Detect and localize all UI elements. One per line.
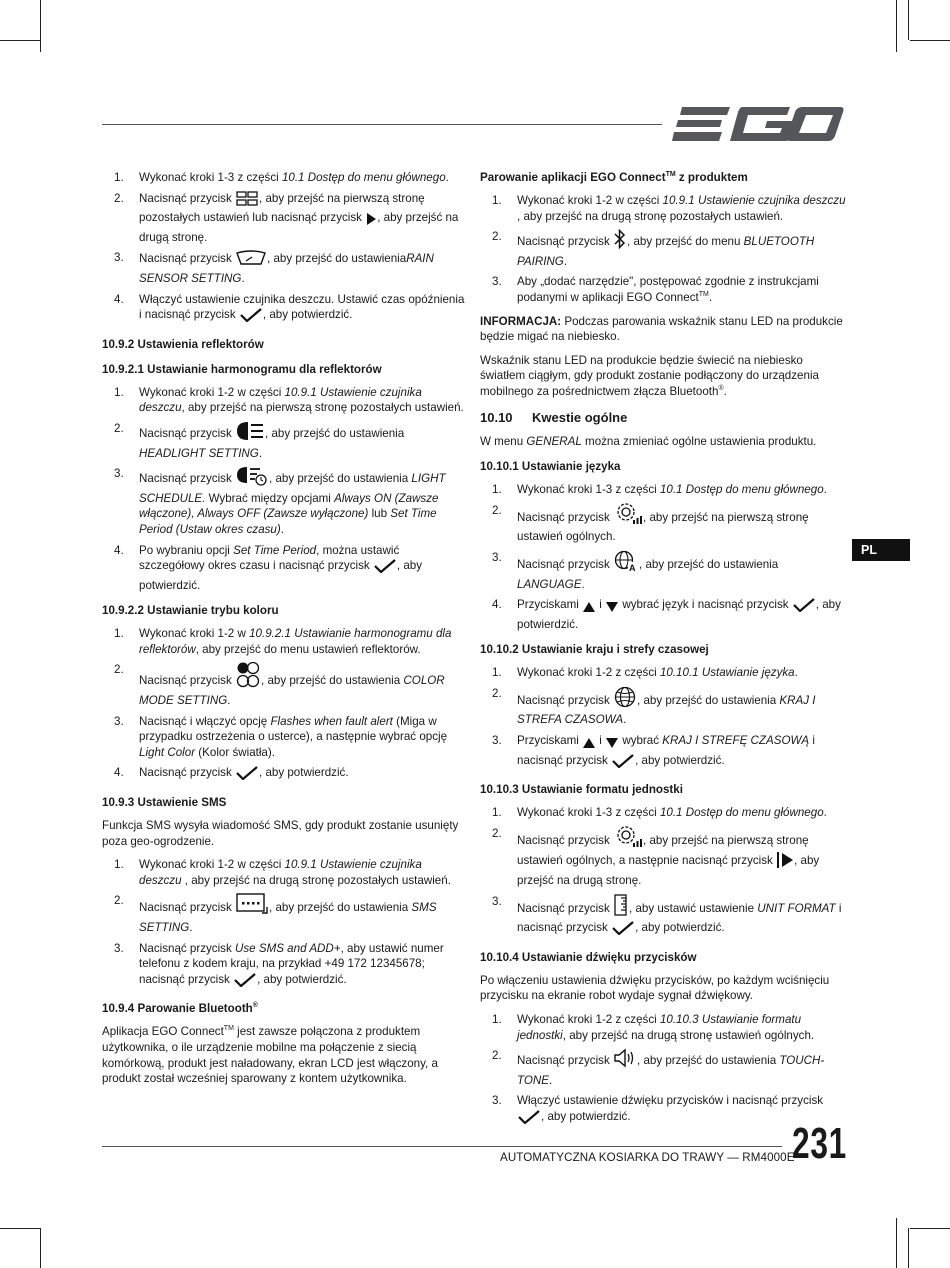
text-segment: Nacisnąć przycisk xyxy=(517,1054,613,1068)
list-item xyxy=(102,170,466,186)
text-segment: i xyxy=(596,598,606,612)
text-segment: , aby potwierdzić. xyxy=(541,1109,631,1123)
text-segment: Nacisnąć i włączyć opcję xyxy=(139,714,271,728)
check-icon xyxy=(612,921,634,940)
grid-icon xyxy=(236,191,258,211)
list-item xyxy=(102,543,466,594)
check-icon xyxy=(612,754,634,773)
steps-list-10-9-2-1 xyxy=(102,385,466,594)
step-number: 2. xyxy=(114,421,124,435)
section-heading-10-10-3: 10.10.3 Ustawianie formatu jednostki xyxy=(480,783,683,797)
text-segment: Wykonać kroki 1-2 z części xyxy=(517,1013,660,1026)
rain-sensor-icon xyxy=(236,250,266,271)
text-segment: , aby przejść na pierwszą stronę ustawień ogólnych. xyxy=(517,510,809,544)
text-segment: Po wybraniu opcji xyxy=(139,543,234,557)
crop-mark xyxy=(896,1218,897,1268)
brand-logo xyxy=(672,104,844,144)
list-item xyxy=(480,805,846,821)
intro-list xyxy=(102,170,466,327)
list-item xyxy=(480,193,846,224)
check-icon xyxy=(793,598,815,617)
text-segment: , aby przejść na pierwszą stronę pozostałych ustawień lub nacisnąć przycisk xyxy=(139,191,425,225)
step-number: 1. xyxy=(114,627,124,641)
text-segment: Wykonać kroki 1-2 w xyxy=(139,627,250,641)
speaker-icon xyxy=(614,1048,636,1073)
list-item xyxy=(102,765,466,785)
text-segment: wybrać xyxy=(619,734,663,748)
text-segment: . xyxy=(623,713,627,727)
step-number: 1. xyxy=(492,806,502,820)
text-segment: Nacisnąć przycisk xyxy=(139,191,235,205)
text-segment: Nacisnąć przycisk xyxy=(517,235,613,249)
general-settings-icon xyxy=(614,503,642,530)
list-item xyxy=(480,686,846,728)
text-segment: . xyxy=(258,446,263,460)
section-heading-10-9-4 xyxy=(102,1001,466,1016)
step-number: 4. xyxy=(114,766,124,780)
steps-list-10-9-2-2 xyxy=(102,626,466,785)
steps-list-10-10-1 xyxy=(480,482,846,632)
text-segment: Przyciskami xyxy=(517,734,583,748)
check-icon xyxy=(234,973,256,992)
step-number: 2. xyxy=(492,686,502,700)
step-number: 3. xyxy=(492,1094,502,1108)
step-number: 1. xyxy=(492,483,502,497)
info-text: Podczas parowania wskaźnik stanu LED na produkcie będzie migać na niebiesko. xyxy=(480,314,843,344)
steps-list-pairing xyxy=(480,193,846,306)
step-number: 1. xyxy=(114,858,124,872)
text-segment: , aby przejść do ustawienia xyxy=(267,252,407,266)
page-number: 231 xyxy=(792,1119,848,1168)
steps-list-10-9-3 xyxy=(102,857,466,991)
list-item xyxy=(480,482,846,498)
step-number: 2. xyxy=(492,503,502,517)
text-segment: lub xyxy=(368,507,391,521)
text-segment: , aby przejść do ustawienia xyxy=(637,693,780,707)
text-segment: Włączyć ustawienie czujnika deszczu. Ustawić czas opóźnienia i nacisnąć przycisk xyxy=(139,292,465,322)
step-number: 2. xyxy=(114,894,124,908)
trademark: TM xyxy=(223,1025,234,1033)
text-segment: Włączyć ustawienie dźwięku przycisków i nacisnąć przycisk xyxy=(517,1094,824,1108)
text-segment: . xyxy=(241,271,245,285)
step-number: 4. xyxy=(114,543,124,557)
text-segment: , aby przejść do menu ustawień reflektorów. xyxy=(195,642,421,656)
text-segment: Wykonać kroki 1-3 z części xyxy=(517,806,660,820)
bluetooth-icon xyxy=(614,229,626,254)
step-number: 3. xyxy=(114,251,124,265)
crop-mark xyxy=(40,1228,41,1268)
text-segment: , aby przejść do ustawienia xyxy=(639,557,779,571)
language-icon xyxy=(614,550,638,577)
step-number: 3. xyxy=(492,734,502,748)
step-number: 4. xyxy=(492,598,502,612)
check-icon xyxy=(236,766,258,785)
sms-icon xyxy=(236,893,268,920)
text-segment: jest zawsze połączona z produktem użytkownika, o ile urządzenie mobilne ma połączenie z siecią komórkową, produkt jest naładowany, ekran LCD jest włączony, a produkt został wcześniej sparowany z kontem użytkownika. xyxy=(102,1025,438,1086)
text-segment: można zmieniać ogólne ustawienia produktu. xyxy=(581,434,817,448)
text-segment: , aby przejść na drugą stronę. xyxy=(517,854,820,888)
section-heading-10-10 xyxy=(480,410,846,426)
crop-mark xyxy=(0,1228,40,1229)
text-segment: , aby przejść na pierwszą stronę ustawień ogólnych, a następnie nacisnąć przycisk xyxy=(517,833,809,868)
list-item xyxy=(102,385,466,416)
text-segment: i nacisnąć przycisk xyxy=(517,901,842,935)
steps-list-10-10-3 xyxy=(480,805,846,940)
list-item xyxy=(102,857,466,888)
list-item xyxy=(480,229,846,269)
crop-mark xyxy=(896,0,897,52)
reference-text: HEADLIGHT SETTING xyxy=(139,446,259,460)
text-segment: Wskaźnik stanu LED na produkcie będzie świecić na niebiesko światłem ciągłym, gdy produkt zostanie podłączony do urządzenia mobilnego za pośrednictwem złącza Bluetooth xyxy=(480,353,819,398)
text-segment: . xyxy=(723,384,727,398)
step-number: 1. xyxy=(492,194,502,207)
text-segment: , aby przejść do ustawienia xyxy=(265,426,405,440)
list-item xyxy=(102,662,466,708)
text-segment: Nacisnąć przycisk xyxy=(517,693,613,707)
text-segment: , aby przejść na drugą stronę pozostałych ustawień. xyxy=(517,209,784,223)
unit-format-icon xyxy=(614,894,628,921)
text-segment: , aby przejść do menu xyxy=(627,235,744,249)
text-segment: Nacisnąć przycisk xyxy=(139,674,235,688)
steps-list-10-10-4 xyxy=(480,1012,846,1129)
step-number: 2. xyxy=(492,1049,502,1063)
reference-text: 10.1 Dostęp do menu głównego xyxy=(659,806,824,820)
crop-mark xyxy=(0,40,40,41)
crop-mark xyxy=(910,40,950,41)
text-segment: , aby przejść do ustawienia xyxy=(637,1054,780,1068)
text-segment: . xyxy=(708,290,713,304)
steps-list-10-10-2 xyxy=(480,665,846,772)
trademark: TM xyxy=(665,171,676,179)
text-segment: , aby potwierdzić. xyxy=(635,753,725,767)
heading-text: 10.9.4 Parowanie Bluetooth xyxy=(102,1002,253,1016)
reference-text: Use SMS and ADD+ xyxy=(235,941,341,955)
reference-text: Light Color xyxy=(139,745,196,759)
text-segment: Wykonać kroki 1-2 w części xyxy=(139,858,285,872)
text-segment: Nacisnąć przycisk xyxy=(139,472,235,486)
reference-text: 10.10.3 Ustawianie formatu jednostki xyxy=(517,1013,802,1042)
reference-text: KRAJ I STREFĘ CZASOWĄ xyxy=(662,734,810,748)
text-segment: , aby potwierdzić. xyxy=(262,308,353,322)
text-segment: . xyxy=(823,483,827,497)
step-number: 4. xyxy=(114,292,124,306)
text-segment: i xyxy=(596,734,606,748)
list-item xyxy=(480,1048,846,1088)
info-label: INFORMACJA: xyxy=(480,314,562,328)
reference-text: LIGHT SCHEDULE. xyxy=(139,472,446,505)
crop-mark xyxy=(910,1228,950,1229)
text-segment: Wybrać między opcjami xyxy=(205,491,335,505)
reference-text: UNIT FORMAT xyxy=(757,901,836,915)
text-segment: . xyxy=(445,171,449,184)
reference-text: LANGUAGE xyxy=(517,577,582,591)
list-item xyxy=(480,826,846,889)
text-segment: , aby przejść do ustawienia xyxy=(269,901,412,915)
text-segment: . xyxy=(549,1073,553,1087)
check-icon xyxy=(518,1110,540,1129)
list-item xyxy=(102,941,466,992)
reference-text: Always ON (Zawsze włączone), Always OFF (Zawsze wyłączone) xyxy=(139,491,439,521)
reference-text: 10.9.2.1 Ustawianie harmonogramu dla reflektorów xyxy=(139,627,452,656)
text-segment: W menu xyxy=(480,434,527,448)
text-segment: , aby potwierdzić. xyxy=(139,559,423,592)
text-segment: Nacisnąć przycisk xyxy=(139,766,235,780)
text-segment: , aby przejść na pierwszą stronę pozostałych ustawień. xyxy=(181,401,464,415)
text-segment: , aby przejść na drugą stronę. xyxy=(139,211,459,244)
heading-text: Parowanie aplikacji EGO Connect xyxy=(480,171,666,184)
step-number: 3. xyxy=(114,467,124,481)
paragraph-touch-tone: Po włączeniu ustawienia dźwięku przycisków, po każdym wciśnięciu przycisku na ekranie robot wydaje sygnał dźwiękowy. xyxy=(480,973,830,1003)
list-item xyxy=(480,1012,846,1043)
step-number: 3. xyxy=(114,714,124,728)
text-segment: . xyxy=(280,522,284,536)
section-heading-10-10-2: 10.10.2 Ustawianie kraju i strefy czasowej xyxy=(480,643,709,657)
text-segment: Nacisnąć przycisk xyxy=(139,426,235,440)
text-segment: , można ustawić szczegółowy okres czasu i nacisnąć przycisk xyxy=(139,543,400,573)
list-item xyxy=(480,274,846,305)
header-rule xyxy=(102,124,662,125)
list-item xyxy=(480,503,846,545)
list-item xyxy=(480,597,846,632)
reference-text: COLOR MODE SETTING xyxy=(139,674,445,708)
text-segment: Nacisnąć przycisk xyxy=(139,901,235,915)
general-settings-icon xyxy=(614,826,642,853)
list-item xyxy=(480,733,846,772)
paragraph-led xyxy=(480,353,846,400)
section-heading-10-9-2-2: 10.9.2.2 Ustawianie trybu koloru xyxy=(102,604,279,618)
text-segment: . xyxy=(581,577,585,591)
step-number: 1. xyxy=(114,171,124,184)
section-heading-10-9-2: 10.9.2 Ustawienia reflektorów xyxy=(102,337,264,351)
text-segment: , aby potwierdzić. xyxy=(635,921,725,935)
step-number: 1. xyxy=(492,1013,502,1026)
section-heading-10-9-2-1: 10.9.2.1 Ustawianie harmonogramu dla reflektorów xyxy=(102,362,382,376)
text-segment: , aby potwierdzić. xyxy=(257,972,347,986)
step-number: 1. xyxy=(492,666,502,680)
text-segment: Nacisnąć przycisk xyxy=(517,557,613,571)
step-number: 3. xyxy=(492,275,502,289)
text-segment: , aby potwierdzić. xyxy=(517,598,841,631)
text-segment: Aby „dodać narzędzie", postępować zgodnie z instrukcjami podanymi w aplikacji EGO Connect xyxy=(517,275,819,304)
text-segment: Nacisnąć przycisk xyxy=(517,901,613,915)
text-segment: , aby potwierdzić. xyxy=(259,766,349,780)
text-segment: (Miga w przypadku ostrzeżenia o usterce), a następnie wybrać opcję xyxy=(139,714,448,744)
color-mode-icon xyxy=(236,662,260,693)
step-number: 2. xyxy=(492,826,502,840)
text-segment: , aby przejść do ustawienia xyxy=(261,674,404,688)
section-heading-pairing xyxy=(480,170,846,185)
text-segment: , aby przejść na drugą stronę ustawień ogólnych. xyxy=(562,1028,815,1042)
text-segment: (Kolor światła). xyxy=(195,745,275,759)
list-item xyxy=(480,665,846,681)
next-page-icon xyxy=(777,852,793,873)
reference-text: Flashes when fault alert xyxy=(270,714,393,728)
reference-text: 10.9.1 Ustawienie czujnika deszczu xyxy=(139,385,422,415)
list-item xyxy=(102,292,466,327)
reference-text: 10.1 Dostęp do menu głównego xyxy=(659,483,824,497)
arrow-down-icon xyxy=(606,601,618,617)
text-segment: Wykonać kroki 1-3 z części xyxy=(139,171,282,184)
list-item xyxy=(102,893,466,935)
text-segment: . xyxy=(823,806,827,820)
reference-text: TOUCH-TONE xyxy=(517,1054,825,1087)
info-note xyxy=(480,314,846,345)
section-title: Kwestie ogólne xyxy=(532,409,628,425)
reference-text: 10.10.1 Ustawianie języka xyxy=(659,666,795,680)
text-segment: . xyxy=(227,694,231,708)
text-segment: . xyxy=(794,666,798,680)
list-item xyxy=(480,550,846,592)
footer-product-name: AUTOMATYCZNA KOSIARKA DO TRAWY — RM4000E xyxy=(500,1151,795,1164)
text-segment: , aby przejść na drugą stronę pozostałych ustawień. xyxy=(181,873,451,887)
arrow-up-icon xyxy=(583,737,595,753)
step-number: 3. xyxy=(492,550,502,564)
text-segment: , aby przejść do ustawienia xyxy=(269,472,412,486)
text-segment: . xyxy=(189,921,193,934)
text-segment: i nacisnąć przycisk xyxy=(517,734,815,767)
crop-mark xyxy=(40,0,41,52)
paragraph-sms: Funkcja SMS wysyła wiadomość SMS, gdy produkt zostanie usunięty poza geo-ogrodzenie. xyxy=(102,819,459,848)
reference-text: SMS SETTING xyxy=(139,901,437,934)
reference-text: RAIN SENSOR SETTING xyxy=(139,252,434,285)
footer-rule xyxy=(102,1146,782,1147)
text-segment: Wykonać kroki 1-3 z części xyxy=(517,483,660,497)
crop-mark xyxy=(908,1228,909,1268)
globe-icon xyxy=(614,686,636,713)
step-number: 2. xyxy=(114,191,124,205)
reference-text: 10.9.1 Ustawienie czujnika deszczu xyxy=(139,858,422,887)
play-icon xyxy=(366,213,376,230)
list-item xyxy=(102,466,466,537)
registered-mark: ® xyxy=(718,385,724,393)
svg-text:A: A xyxy=(629,562,636,572)
headlight-icon xyxy=(236,421,264,446)
reference-text: 10.9.1 Ustawienie czujnika deszczu xyxy=(662,194,846,207)
text-segment: . xyxy=(563,254,568,268)
language-tab: PL xyxy=(852,539,910,561)
heading-text: z produktem xyxy=(675,171,748,184)
section-heading-10-10-4: 10.10.4 Ustawianie dźwięku przycisków xyxy=(480,950,697,964)
list-item xyxy=(102,421,466,461)
right-column xyxy=(480,170,846,1137)
registered-mark: ® xyxy=(252,1002,258,1010)
text-segment: Wykonać kroki 1-2 w części xyxy=(139,385,285,399)
text-segment: Nacisnąć przycisk xyxy=(517,510,613,524)
step-number: 2. xyxy=(492,230,502,244)
section-number: 10.10 xyxy=(480,409,513,425)
text-segment: wybrać język i nacisnąć przycisk xyxy=(619,598,792,612)
left-column xyxy=(102,170,466,1095)
reference-text: Set Time Period xyxy=(233,543,317,557)
text-segment: Nacisnąć przycisk xyxy=(517,833,613,847)
text-segment: Aplikacja EGO Connect xyxy=(102,1025,224,1039)
check-icon xyxy=(240,308,262,327)
step-number: 3. xyxy=(114,941,124,955)
check-icon xyxy=(374,559,396,578)
step-number: 2. xyxy=(114,663,124,677)
list-item xyxy=(102,626,466,657)
menu-ref: GENERAL xyxy=(526,434,582,448)
list-item xyxy=(102,191,466,246)
text-segment: Nacisnąć przycisk xyxy=(139,252,235,266)
text-segment: Wykonać kroki 1-2 w części xyxy=(517,194,663,207)
text-segment: Nacisnąć przycisk xyxy=(139,941,235,955)
text-segment: , aby ustawić numer telefonu z kodem kraju, na przykład +49 172 12345678; nacisnąć przycisk xyxy=(139,941,444,986)
reference-text: BLUETOOTH PAIRING xyxy=(517,235,815,268)
step-number: 1. xyxy=(114,385,124,399)
reference-text: Set Time Period (Ustaw okres czasu) xyxy=(139,507,437,536)
list-item xyxy=(102,714,466,761)
arrow-down-icon xyxy=(606,737,618,753)
list-item xyxy=(102,250,466,286)
step-number: 3. xyxy=(492,894,502,908)
paragraph-general xyxy=(480,434,846,450)
arrow-up-icon xyxy=(583,601,595,617)
crop-mark xyxy=(908,0,909,40)
list-item xyxy=(480,894,846,940)
reference-text: 10.1 Dostęp do menu głównego xyxy=(281,171,446,184)
light-schedule-icon xyxy=(236,466,268,491)
section-heading-10-9-3: 10.9.3 Ustawienie SMS xyxy=(102,796,227,810)
text-segment: Wykonać kroki 1-2 z części xyxy=(517,666,660,680)
text-segment: , aby ustawić ustawienie xyxy=(629,901,758,915)
reference-text: KRAJ I STREFA CZASOWA xyxy=(517,693,816,727)
section-heading-10-10-1: 10.10.1 Ustawianie języka xyxy=(480,460,621,474)
text-segment: Przyciskami xyxy=(517,598,583,612)
paragraph-bluetooth xyxy=(102,1024,466,1086)
trademark: TM xyxy=(698,291,709,299)
